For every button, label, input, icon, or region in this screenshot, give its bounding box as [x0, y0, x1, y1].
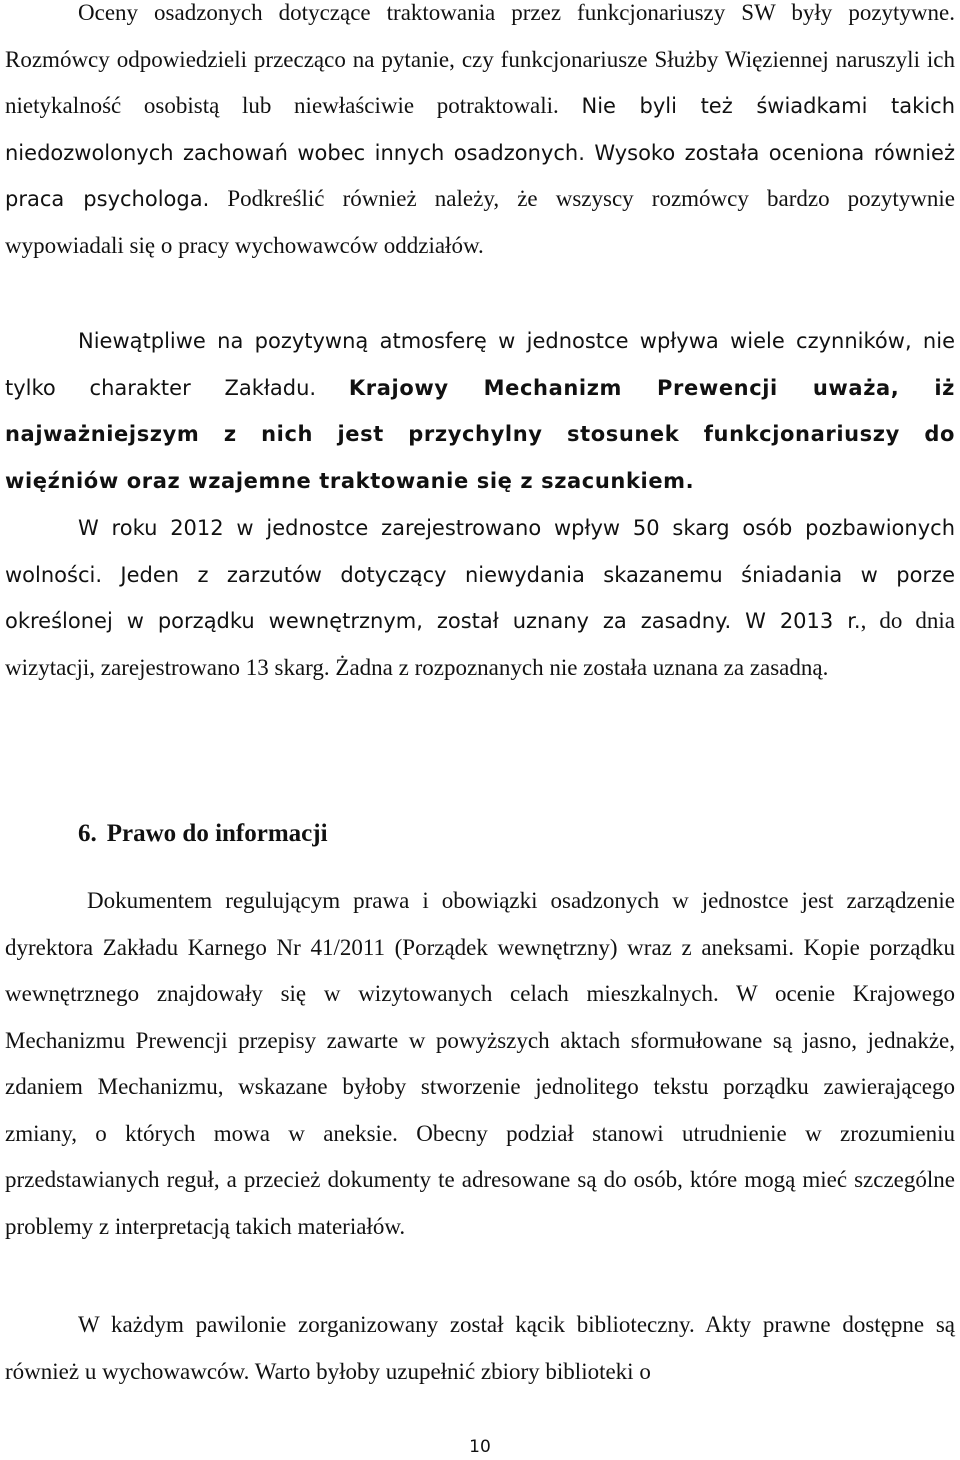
paragraph-2-sans-part: Niewątpliwe na pozytywną atmosferę w jednostce wpływa wiele czynników, nie tylko charakter Zakładu.: [5, 329, 955, 400]
paragraph-3-serif-part: , do dnia wizytacji, zarejestrowano 13 skarg. Żadna z rozpoznanych nie została uznana za zasadną.: [5, 608, 955, 680]
paragraph-5-text: W każdym pawilonie zorganizowany został kącik biblioteczny. Akty prawne dostępne są również u wychowawców. Warto byłoby uzupełnić zbiory biblioteki o: [5, 1312, 955, 1384]
paragraph-atmosphere: [5, 318, 955, 504]
paragraph-1-rest: pozytywne. Rozmówcy odpowiedzieli przecząco na pytanie, czy funkcjonariusze Służby Więziennej naruszyli ich nietykalność osobistą lub niewłaściwie potraktowali.: [5, 0, 955, 118]
section-number: 6.: [78, 820, 97, 847]
paragraph-1-line-1: Oceny osadzonych dotyczące traktowania przez funkcjonariuszy SW były: [78, 0, 833, 25]
paragraph-3-sans-part: W roku 2012 w jednostce zarejestrowano wpływ 50 skarg osób pozbawionych wolności. Jeden z zarzutów dotyczący niewydania skazanemu śniadania w porze określonej w porządku wewnętrznym, został uznany za zasadny. W 2013 r.: [5, 516, 955, 633]
paragraph-2-bold-part: Krajowy Mechanizm Prewencji uważa, iż najważniejszym z nich jest przychylny stosunek funkcjonariuszy do więźniów oraz wzajemne traktowanie się z szacunkiem.: [5, 375, 955, 493]
page-number: 10: [469, 1437, 491, 1457]
paragraph-4-text: Dokumentem regulującym prawa i obowiązki osadzonych w jednostce jest zarządzenie dyrektora Zakładu Karnego Nr 41/2011 (Porządek wewnętrzny) wraz z aneksami. Kopie porządku wewnętrznego znajdowały się w wizytowanych celach mieszkalnych. W ocenie Krajowego Mechanizmu Prewencji przepisy zawarte w powyższych aktach sformułowane są jasno, jednakże, zdaniem Mechanizmu, wskazane byłoby stworzenie jednolitego tekstu porządku zawierającego zmiany, o których mowa w aneksie. Obecny podział stanowi utrudnienie w zrozumieniu przedstawianych reguł, a przecież dokumenty te adresowane są do osób, które mogą mieć szczególne problemy z interpretacją takich materiałów.: [5, 888, 955, 1239]
paragraph-1-sans-part: Nie byli też świadkami takich niedozwolonych zachowań wobec innych osadzonych. Wysoko została oceniona również praca psychologa.: [5, 94, 956, 211]
paragraph-library: [5, 1302, 955, 1395]
section-title: Prawo do informacji: [106, 820, 328, 847]
paragraph-treatment-assessment: [5, 0, 955, 269]
paragraph-1-serif-part: Podkreślić również należy, że wszyscy rozmówcy bardzo pozytywnie wypowiadali się o pracy wychowawców oddziałów.: [5, 186, 955, 258]
paragraph-internal-rules: [5, 878, 955, 1250]
paragraph-complaints: [5, 505, 955, 691]
section-heading: [78, 814, 328, 854]
